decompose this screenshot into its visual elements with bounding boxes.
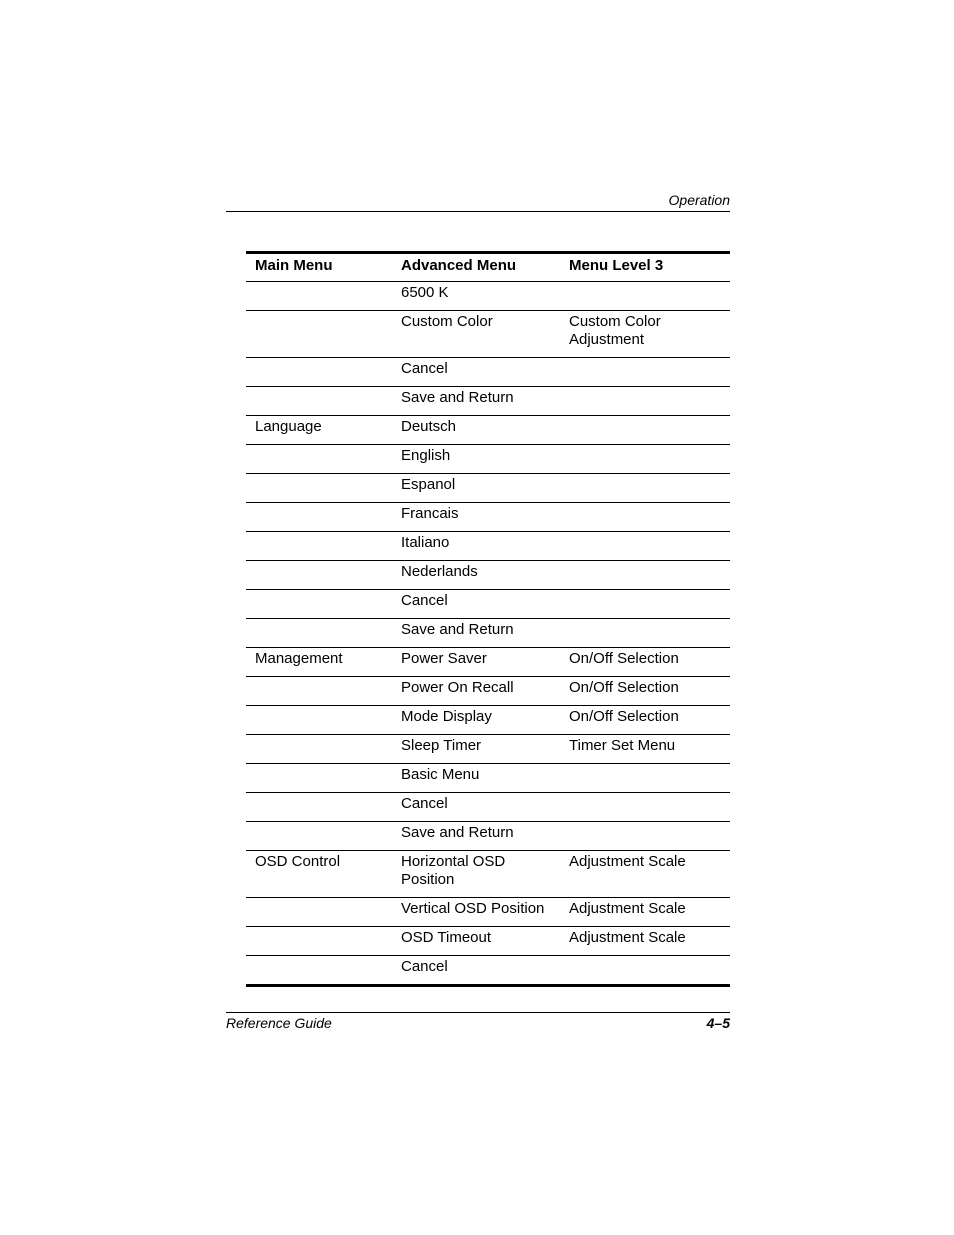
table-row bbox=[246, 474, 730, 503]
advanced-menu-cell: Deutsch bbox=[401, 418, 457, 435]
menu-level-3-cell: On/Off Selection bbox=[569, 708, 679, 725]
advanced-menu-cell: Cancel bbox=[401, 592, 448, 609]
table-row bbox=[246, 503, 730, 532]
table-row bbox=[246, 648, 730, 677]
main-menu-cell bbox=[246, 474, 392, 503]
main-menu-cell bbox=[246, 358, 392, 387]
menu-level-3-cell bbox=[560, 416, 730, 445]
main-menu-cell: OSD Control bbox=[255, 853, 341, 870]
main-menu-cell bbox=[246, 311, 392, 358]
main-menu-cell bbox=[246, 445, 392, 474]
menu-structure-table bbox=[246, 251, 730, 987]
menu-level-3-cell: Timer Set Menu bbox=[569, 737, 676, 754]
table-row bbox=[246, 706, 730, 735]
menu-level-3-cell bbox=[560, 956, 730, 986]
menu-level-3-cell: On/Off Selection bbox=[569, 679, 679, 696]
menu-level-3-cell bbox=[560, 445, 730, 474]
table-row bbox=[246, 822, 730, 851]
main-menu-cell bbox=[246, 561, 392, 590]
table-body bbox=[246, 282, 730, 986]
main-menu-cell bbox=[246, 532, 392, 561]
advanced-menu-cell: Mode Display bbox=[401, 708, 492, 725]
menu-level-3-cell: Adjustment Scale bbox=[569, 929, 686, 946]
footer-rule bbox=[226, 1012, 730, 1013]
advanced-menu-cell: Cancel bbox=[401, 795, 448, 812]
menu-level-3-cell: Adjustment Scale bbox=[569, 900, 686, 917]
advanced-menu-cell: Francais bbox=[401, 505, 459, 522]
advanced-menu-cell: Nederlands bbox=[401, 563, 478, 580]
table-row bbox=[246, 282, 730, 311]
main-menu-cell bbox=[246, 764, 392, 793]
main-menu-cell bbox=[246, 898, 392, 927]
main-menu-cell bbox=[246, 706, 392, 735]
main-menu-cell bbox=[246, 793, 392, 822]
table-row bbox=[246, 311, 730, 358]
table-row bbox=[246, 590, 730, 619]
menu-level-3-cell: Custom Color Adjustment bbox=[569, 313, 661, 348]
advanced-menu-cell: 6500 K bbox=[401, 284, 449, 301]
column-header-menu-level-3: Menu Level 3 bbox=[569, 257, 664, 274]
main-menu-cell bbox=[246, 619, 392, 648]
advanced-menu-cell: Espanol bbox=[401, 476, 456, 493]
menu-level-3-cell bbox=[560, 764, 730, 793]
table-row bbox=[246, 387, 730, 416]
menu-level-3-cell bbox=[560, 793, 730, 822]
running-header-title: Operation bbox=[668, 192, 730, 208]
main-menu-cell bbox=[246, 590, 392, 619]
menu-level-3-cell bbox=[560, 532, 730, 561]
menu-level-3-cell bbox=[560, 619, 730, 648]
table-row bbox=[246, 735, 730, 764]
advanced-menu-cell: Custom Color bbox=[401, 313, 493, 330]
table-row bbox=[246, 764, 730, 793]
menu-level-3-cell bbox=[560, 822, 730, 851]
advanced-menu-cell: Cancel bbox=[401, 958, 448, 975]
main-menu-cell: Language bbox=[255, 418, 322, 435]
main-menu-cell bbox=[246, 677, 392, 706]
advanced-menu-cell: Save and Return bbox=[401, 621, 514, 638]
advanced-menu-cell: Horizontal OSD Position bbox=[401, 853, 506, 888]
footer-doc-title: Reference Guide bbox=[226, 1015, 332, 1031]
menu-level-3-cell bbox=[560, 503, 730, 532]
column-header-main-menu: Main Menu bbox=[255, 257, 333, 274]
main-menu-cell bbox=[246, 503, 392, 532]
menu-level-3-cell bbox=[560, 474, 730, 503]
menu-level-3-cell bbox=[560, 358, 730, 387]
advanced-menu-cell: Save and Return bbox=[401, 389, 514, 406]
main-menu-cell bbox=[246, 956, 392, 986]
menu-level-3-cell bbox=[560, 387, 730, 416]
advanced-menu-cell: Vertical OSD Position bbox=[401, 900, 545, 917]
main-menu-cell bbox=[246, 822, 392, 851]
main-menu-cell: Management bbox=[255, 650, 343, 667]
table-row bbox=[246, 793, 730, 822]
advanced-menu-cell: Basic Menu bbox=[401, 766, 480, 783]
advanced-menu-cell: Cancel bbox=[401, 360, 448, 377]
table-row bbox=[246, 956, 730, 986]
menu-level-3-cell bbox=[560, 590, 730, 619]
main-menu-cell bbox=[246, 387, 392, 416]
header-rule bbox=[226, 211, 730, 212]
table-row bbox=[246, 677, 730, 706]
menu-level-3-cell: Adjustment Scale bbox=[569, 853, 686, 870]
table-row bbox=[246, 927, 730, 956]
table-row bbox=[246, 561, 730, 590]
main-menu-cell bbox=[246, 282, 392, 311]
table-header-row bbox=[246, 253, 730, 282]
advanced-menu-cell: Sleep Timer bbox=[401, 737, 482, 754]
advanced-menu-cell: Save and Return bbox=[401, 824, 514, 841]
column-header-advanced-menu: Advanced Menu bbox=[401, 257, 517, 274]
table-row bbox=[246, 532, 730, 561]
menu-level-3-cell bbox=[560, 282, 730, 311]
advanced-menu-cell: Power On Recall bbox=[401, 679, 514, 696]
advanced-menu-cell: OSD Timeout bbox=[401, 929, 492, 946]
table-row bbox=[246, 416, 730, 445]
main-menu-cell bbox=[246, 927, 392, 956]
menu-level-3-cell bbox=[560, 561, 730, 590]
main-menu-cell bbox=[246, 735, 392, 764]
menu-level-3-cell: On/Off Selection bbox=[569, 650, 679, 667]
advanced-menu-cell: Italiano bbox=[401, 534, 450, 551]
table-row bbox=[246, 898, 730, 927]
table-row bbox=[246, 358, 730, 387]
advanced-menu-cell: Power Saver bbox=[401, 650, 487, 667]
table-row bbox=[246, 851, 730, 898]
table-row bbox=[246, 619, 730, 648]
advanced-menu-cell: English bbox=[401, 447, 451, 464]
footer-page-number: 4–5 bbox=[706, 1015, 730, 1031]
table-row bbox=[246, 445, 730, 474]
